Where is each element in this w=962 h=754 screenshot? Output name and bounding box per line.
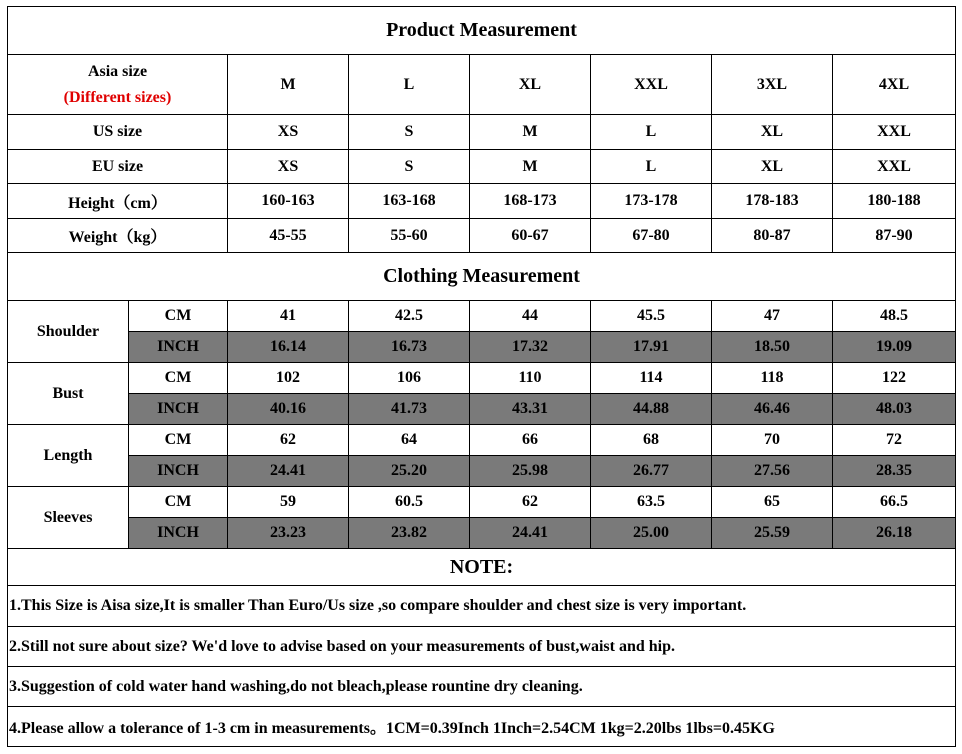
- product-row-label: Height（cm）: [8, 184, 228, 219]
- cm-value: 47: [712, 301, 833, 332]
- cm-value: 45.5: [591, 301, 712, 332]
- inch-value: 48.03: [833, 394, 956, 425]
- inch-value: 25.59: [712, 518, 833, 549]
- size-header-2: XL: [470, 55, 591, 115]
- cm-value: 68: [591, 425, 712, 456]
- cm-value: 62: [228, 425, 349, 456]
- note-item: 4.Please allow a tolerance of 1-3 cm in measurements。1CM=0.39Inch 1Inch=2.54CM 1kg=2.20lbs 1lbs=0.45KG: [8, 707, 956, 747]
- size-header-5: 4XL: [833, 55, 956, 115]
- cm-value: 44: [470, 301, 591, 332]
- cm-value: 114: [591, 363, 712, 394]
- unit-inch-label: INCH: [129, 394, 228, 425]
- product-row-value: 55-60: [349, 219, 470, 253]
- product-row-value: 67-80: [591, 219, 712, 253]
- cm-value: 63.5: [591, 487, 712, 518]
- inch-value: 28.35: [833, 456, 956, 487]
- product-row-value: 160-163: [228, 184, 349, 219]
- product-row-value: 80-87: [712, 219, 833, 253]
- note-item: 3.Suggestion of cold water hand washing,do not bleach,please rountine dry cleaning.: [8, 667, 956, 707]
- product-row-value: S: [349, 115, 470, 150]
- unit-cm-label: CM: [129, 425, 228, 456]
- inch-value: 24.41: [470, 518, 591, 549]
- asia-size-label: Asia size: [87, 62, 148, 80]
- size-header-0: M: [228, 55, 349, 115]
- inch-value: 19.09: [833, 332, 956, 363]
- product-row-value: XL: [712, 150, 833, 184]
- clothing-measurement-title: Clothing Measurement: [8, 253, 956, 301]
- product-row-value: S: [349, 150, 470, 184]
- inch-value: 27.56: [712, 456, 833, 487]
- product-row-value: 168-173: [470, 184, 591, 219]
- measurement-label: Length: [8, 425, 129, 487]
- unit-cm-label: CM: [129, 301, 228, 332]
- size-header-3: XXL: [591, 55, 712, 115]
- product-row-value: 180-188: [833, 184, 956, 219]
- cm-value: 102: [228, 363, 349, 394]
- unit-inch-label: INCH: [129, 518, 228, 549]
- cm-value: 62: [470, 487, 591, 518]
- unit-inch-label: INCH: [129, 456, 228, 487]
- product-row-label: Weight（kg）: [8, 219, 228, 253]
- inch-value: 41.73: [349, 394, 470, 425]
- cm-value: 59: [228, 487, 349, 518]
- product-row-value: 173-178: [591, 184, 712, 219]
- size-chart-table: [7, 6, 956, 747]
- cm-value: 70: [712, 425, 833, 456]
- inch-value: 16.14: [228, 332, 349, 363]
- cm-value: 122: [833, 363, 956, 394]
- product-row-value: L: [591, 115, 712, 150]
- inch-value: 26.18: [833, 518, 956, 549]
- product-row-value: L: [591, 150, 712, 184]
- product-row-value: XS: [228, 150, 349, 184]
- size-header-1: L: [349, 55, 470, 115]
- cm-value: 110: [470, 363, 591, 394]
- measurement-label: Bust: [8, 363, 129, 425]
- product-row-value: 163-168: [349, 184, 470, 219]
- product-row-value: M: [470, 115, 591, 150]
- unit-cm-label: CM: [129, 487, 228, 518]
- note-item: 1.This Size is Aisa size,It is smaller Than Euro/Us size ,so compare shoulder and chest size is very important.: [8, 586, 956, 627]
- cm-value: 64: [349, 425, 470, 456]
- inch-value: 44.88: [591, 394, 712, 425]
- note-item: 2.Still not sure about size? We'd love to advise based on your measurements of bust,waist and hip.: [8, 627, 956, 667]
- note-title: NOTE:: [8, 549, 956, 586]
- inch-value: 25.20: [349, 456, 470, 487]
- cm-value: 66: [470, 425, 591, 456]
- inch-value: 23.82: [349, 518, 470, 549]
- product-row-value: XL: [712, 115, 833, 150]
- unit-cm-label: CM: [129, 363, 228, 394]
- product-row-label: EU size: [8, 150, 228, 184]
- cm-value: 60.5: [349, 487, 470, 518]
- cm-value: 118: [712, 363, 833, 394]
- asia-size-note: (Different sizes): [63, 88, 172, 106]
- cm-value: 72: [833, 425, 956, 456]
- product-row-label: US size: [8, 115, 228, 150]
- cm-value: 48.5: [833, 301, 956, 332]
- inch-value: 26.77: [591, 456, 712, 487]
- product-row-value: 60-67: [470, 219, 591, 253]
- cm-value: 106: [349, 363, 470, 394]
- asia-size-header: [8, 55, 228, 115]
- inch-value: 16.73: [349, 332, 470, 363]
- inch-value: 18.50: [712, 332, 833, 363]
- product-row-value: M: [470, 150, 591, 184]
- inch-value: 25.98: [470, 456, 591, 487]
- inch-value: 24.41: [228, 456, 349, 487]
- product-row-value: XS: [228, 115, 349, 150]
- product-row-value: XXL: [833, 115, 956, 150]
- inch-value: 46.46: [712, 394, 833, 425]
- product-row-value: XXL: [833, 150, 956, 184]
- measurement-label: Sleeves: [8, 487, 129, 549]
- cm-value: 66.5: [833, 487, 956, 518]
- cm-value: 41: [228, 301, 349, 332]
- inch-value: 40.16: [228, 394, 349, 425]
- cm-value: 42.5: [349, 301, 470, 332]
- product-measurement-title: Product Measurement: [8, 7, 956, 55]
- inch-value: 43.31: [470, 394, 591, 425]
- product-row-value: 87-90: [833, 219, 956, 253]
- product-row-value: 178-183: [712, 184, 833, 219]
- inch-value: 23.23: [228, 518, 349, 549]
- inch-value: 17.32: [470, 332, 591, 363]
- cm-value: 65: [712, 487, 833, 518]
- unit-inch-label: INCH: [129, 332, 228, 363]
- size-header-4: 3XL: [712, 55, 833, 115]
- measurement-label: Shoulder: [8, 301, 129, 363]
- product-row-value: 45-55: [228, 219, 349, 253]
- inch-value: 25.00: [591, 518, 712, 549]
- inch-value: 17.91: [591, 332, 712, 363]
